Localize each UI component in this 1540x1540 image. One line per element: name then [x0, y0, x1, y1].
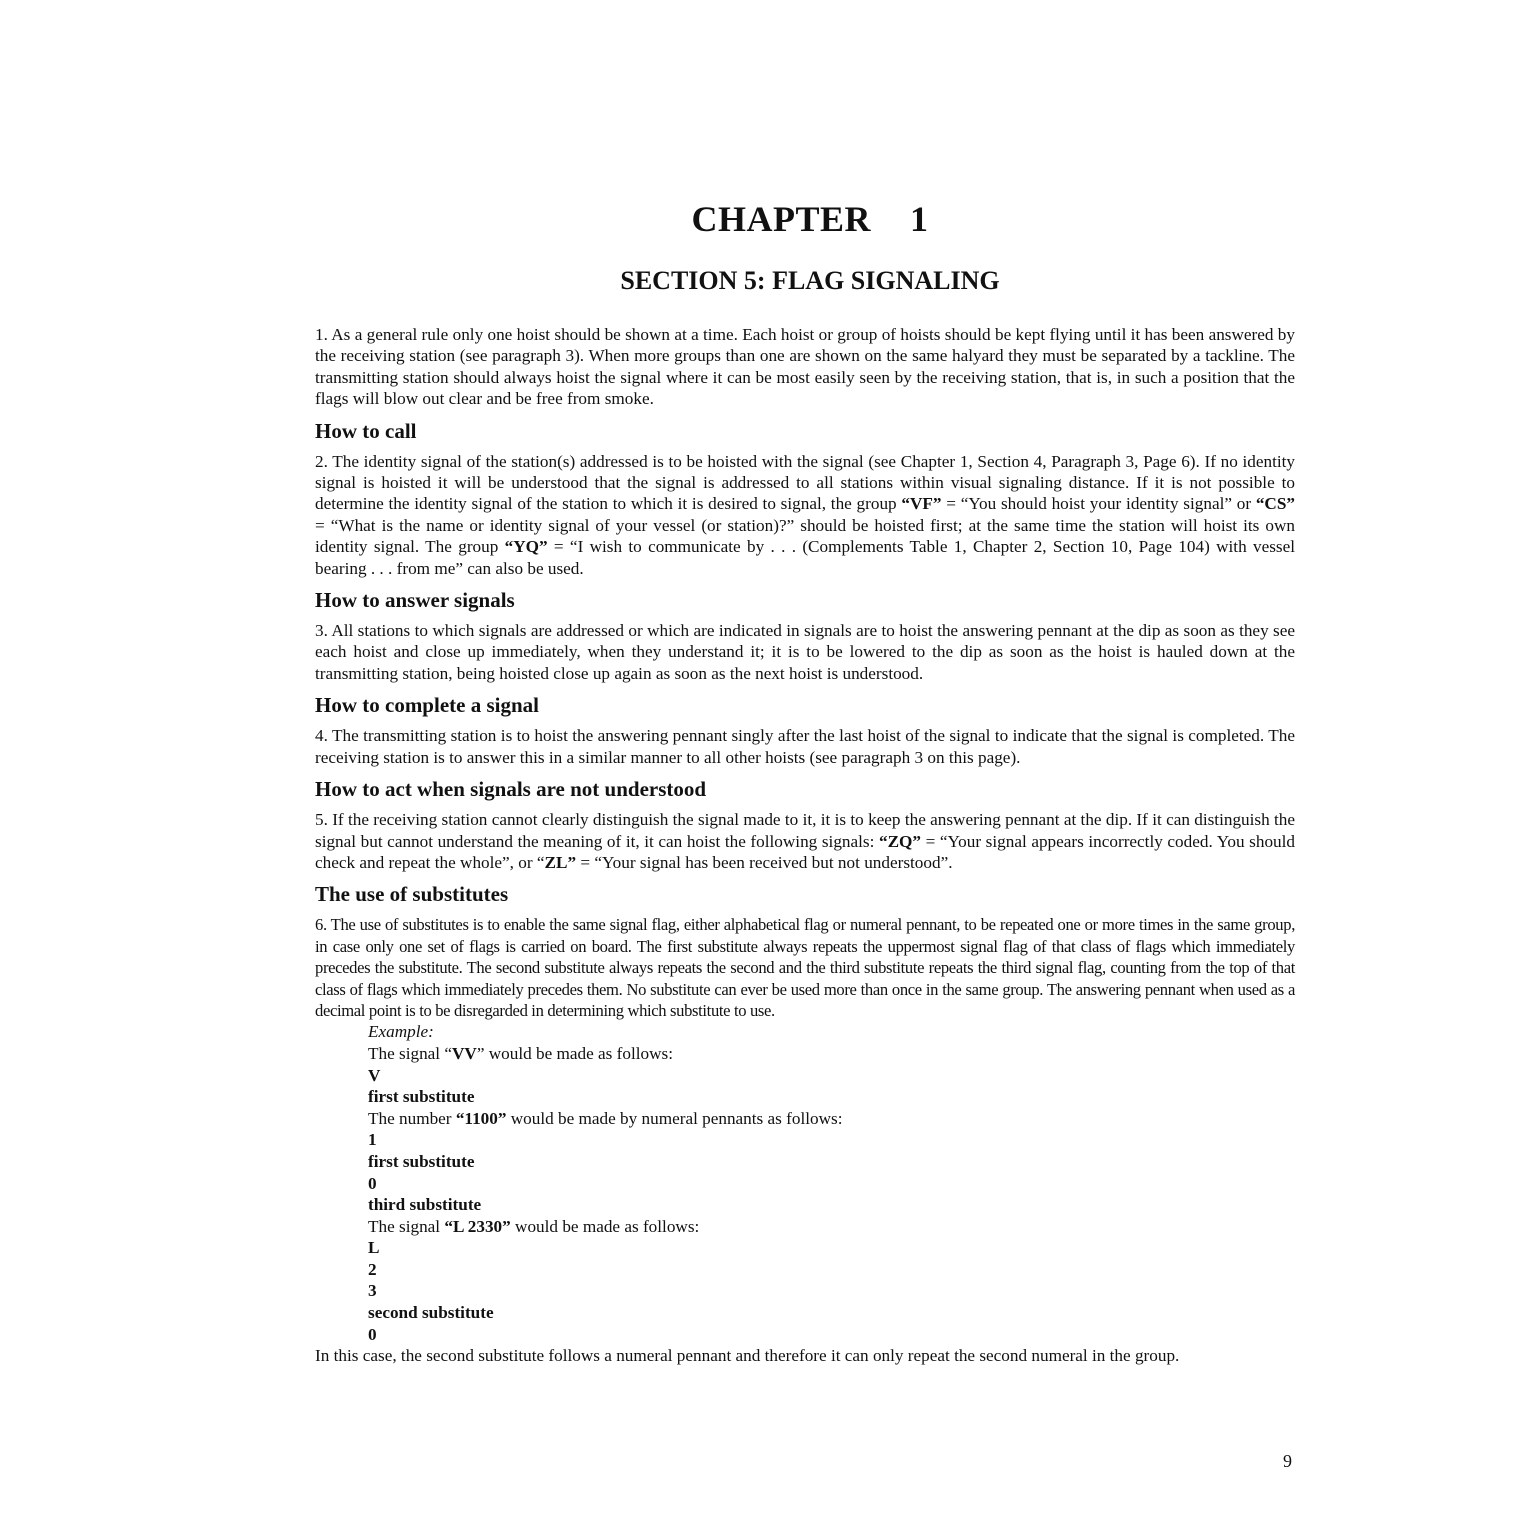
heading-how-to-call: How to call: [315, 418, 417, 443]
example-step: L: [368, 1238, 380, 1258]
example-step: second substitute: [368, 1303, 494, 1323]
text: The signal: [368, 1216, 445, 1236]
text: = “What is the name or identity signal of your vessel (or station)?” should be hoisted first; at the same time the station will hoist its own identity signal. The group: [315, 515, 1295, 557]
example-step: first substitute: [368, 1087, 475, 1107]
section-title: SECTION 5: FLAG SIGNALING: [620, 266, 1000, 295]
paragraph-5: [315, 809, 1295, 873]
text: 5. If the receiving station cannot clearly distinguish the signal made to it, it is to keep the answering pennant at the dip. If it can distinguish the signal but cannot understand the meaning of it, it can hoist the following signals:: [315, 810, 1295, 851]
example-step: 2: [368, 1259, 377, 1279]
signal-code-yq: “YQ”: [504, 537, 548, 557]
signal-code: VV: [452, 1043, 477, 1063]
text: = “You should hoist your identity signal” or: [941, 494, 1256, 514]
text: ” would be made as follows:: [476, 1043, 674, 1063]
example-step: 0: [368, 1173, 377, 1193]
example-1100-intro: [368, 1108, 1295, 1130]
example-step: 1: [368, 1130, 377, 1150]
paragraph-4: 4. The transmitting station is to hoist the answering pennant singly after the last hoist of the signal to indicate that the signal is completed. The receiving station is to answer this in a similar manner to all other hoists (see paragraph 3 on this page).: [315, 726, 1295, 767]
paragraph-1: 1. As a general rule only one hoist should be shown at a time. Each hoist or group of hoists should be kept flying until it has been answered by the receiving station (see paragraph 3). When more groups than one are shown on the same halyard they must be separated by a tackline. The transmitting station should always hoist the signal where it can be most easily seen by the receiving station, that is, in such a position that the flags will blow out clear and be free from smoke.: [315, 325, 1295, 409]
text: The number: [368, 1108, 456, 1128]
heading-substitutes: The use of substitutes: [315, 882, 509, 907]
signal-code-vf: “VF”: [901, 494, 942, 514]
document-body: [315, 324, 1295, 1367]
signal-code-cs: “CS”: [1255, 494, 1295, 514]
signal-code-zq: “ZQ”: [878, 831, 921, 851]
example-vv-intro: [368, 1043, 1295, 1065]
paragraph-6: 6. The use of substitutes is to enable the same signal flag, either alphabetical flag or numeral pennant, to be repeated one or more times in the same group, in case only one set of flags is carried on board. The first substitute always repeats the uppermost signal flag of that class of flags which immediately precedes the substitute. The second substitute always repeats the second and the third substitute repeats the third signal flag, counting from the top of that class of flags which immediately precedes them. No substitute can ever be used more than once in the same group. The answering pennant when used as a decimal point is to be disregarded in determining which substitute to use.: [315, 915, 1295, 1020]
closing-note: In this case, the second substitute follows a numeral pennant and therefore it can only repeat the second numeral in the group.: [315, 1346, 1180, 1366]
text: = “Your signal has been received but not understood”.: [576, 852, 953, 872]
heading-not-understood: How to act when signals are not understood: [315, 777, 707, 802]
text: 2. The identity signal of the station(s) addressed is to be hoisted with the signal (see Chapter 1, Section 4, Paragraph 3, Page 6). If no identity signal is hoisted it will be understood that the signal is addressed to all stations within visual signaling distance. If it is not possible to determine the identity signal of the station to which it is desired to signal, the group: [315, 451, 1295, 514]
signal-code-zl: ZL”: [544, 852, 577, 872]
example-step: 0: [368, 1324, 377, 1344]
example-label: Example:: [368, 1022, 434, 1042]
example-l2330-intro: [368, 1216, 1295, 1238]
example-step: first substitute: [368, 1151, 475, 1171]
text: = “Your signal appears incorrectly coded. You should check and repeat the whole”, or “: [315, 831, 1295, 872]
signal-code: “1100”: [455, 1108, 507, 1128]
text: would be made as follows:: [510, 1216, 700, 1236]
text: = “I wish to communicate by . . . (Complements Table 1, Chapter 2, Section 10, Page 104) with vessel bearing . . . from me” can also be used.: [315, 537, 1295, 578]
example-step: V: [368, 1065, 381, 1085]
signal-code: “L 2330”: [444, 1216, 511, 1236]
heading-how-to-answer: How to answer signals: [315, 588, 515, 613]
example-block: [368, 1021, 1295, 1345]
page-number: 9: [1283, 1451, 1292, 1471]
text: would be made by numeral pennants as follows:: [506, 1108, 843, 1128]
chapter-title: CHAPTER 1: [691, 199, 929, 239]
paragraph-2: [315, 451, 1295, 579]
heading-how-to-complete: How to complete a signal: [315, 693, 539, 718]
text: The signal “: [368, 1043, 452, 1063]
example-step: third substitute: [368, 1195, 482, 1215]
paragraph-3: 3. All stations to which signals are addressed or which are indicated in signals are to hoist the answering pennant at the dip as soon as they see each hoist and close up immediately, when they understand it; it is to be lowered to the dip as soon as the hoist is hauled down at the transmitting station, being hoisted close up again as soon as the next hoist is understood.: [315, 621, 1295, 683]
example-step: 3: [368, 1281, 377, 1301]
